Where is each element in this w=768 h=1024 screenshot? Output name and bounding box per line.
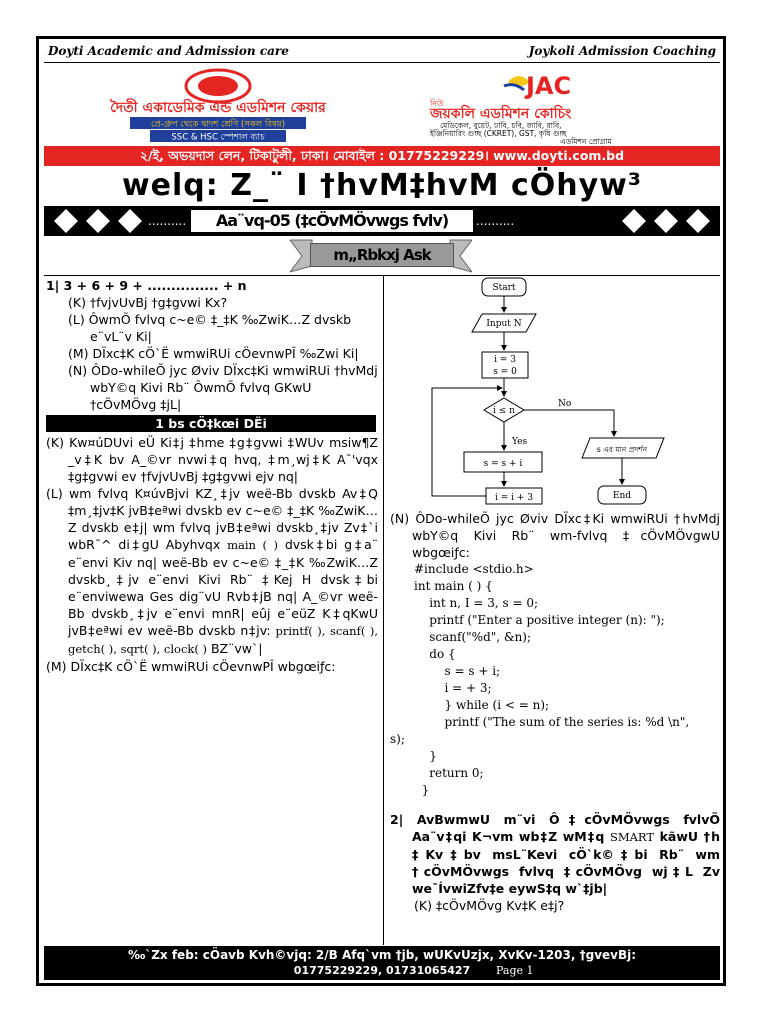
subject-title: welq: Z_¨ I †hvM‡hvM cÖhyw³ bbox=[44, 166, 720, 206]
question-2-text-a: 2| AvBwmwU m¨vi Ô‡cÖvMÖvwgs fvlvÕ Aa¨v‡qi K¬vm wb‡Z wM‡q bbox=[390, 812, 720, 844]
diamond-icon bbox=[86, 209, 110, 233]
code-line: scanf("%d", &n); bbox=[414, 630, 532, 644]
column-divider bbox=[383, 275, 384, 945]
diamond-icon bbox=[686, 209, 710, 233]
doyti-tag1: প্রে-গ্রুপ থেকে দ্বাদশ শ্রেণি (সকল বিষয়) bbox=[150, 119, 286, 130]
page-number: Page 1 bbox=[496, 964, 534, 977]
footer-contact bbox=[44, 964, 720, 978]
jac-logo bbox=[400, 68, 720, 144]
address-bar: ২/ই, অভয়দাস লেন, টিকাটুলী, ঢাকা। মোবাইল : 01775229229। www.doyti.com.bd bbox=[44, 146, 720, 166]
answer-1-header: 1 bs cÖ‡kœi DËi bbox=[46, 415, 376, 432]
jac-name: জয়কলি এডমিশন কোচিং bbox=[430, 106, 572, 122]
code-line: } while (i < = n); bbox=[414, 698, 550, 712]
flow-print-label: s এর মান প্রদর্শন bbox=[596, 445, 648, 454]
running-header bbox=[44, 40, 720, 62]
answer-1-l-text-c: BZ¨vw`| bbox=[210, 641, 263, 656]
code-line: return 0; bbox=[414, 766, 484, 780]
question-1-option-l: (L) ÔwmÕ fvlvq c~e© ‡_‡K ‰ZwiK…Z dvskb e¨vL¨v Ki| bbox=[68, 312, 352, 344]
doyti-tag2: SSC & HSC স্পেশাল ব্যাচ bbox=[171, 132, 265, 143]
section-banner: m„Rbkxj Ask bbox=[310, 243, 454, 267]
code-line: int n, I = 3, s = 0; bbox=[414, 596, 539, 610]
question-2-stem bbox=[390, 811, 720, 897]
flow-no-label: No bbox=[558, 399, 572, 409]
code-line: #include <stdio.h> bbox=[414, 562, 534, 576]
code-line: i = + 3; bbox=[414, 681, 492, 695]
diamond-icon bbox=[654, 209, 678, 233]
header-rule bbox=[44, 62, 720, 63]
code-line: printf ("The sum of the series is: %d \n", bbox=[414, 715, 690, 729]
jac-tag2: ইঞ্জিনিয়ারিং গুচ্ছ (CKRET), GST, কৃষি গুচ্ছ bbox=[430, 129, 567, 138]
jac-tag1: মেডিকেল, বুয়েট, ঢাবি, চবি, জাবি, রাবি, bbox=[440, 121, 562, 130]
flowchart bbox=[412, 276, 712, 506]
answer-1-l-funcs: printf( ), scanf( ), getch( ), sqrt( ), clock( ) bbox=[68, 624, 378, 656]
dot-leader: .......... bbox=[476, 214, 515, 228]
flow-condition-label: i ≤ n bbox=[493, 406, 515, 416]
flow-sum-label: s = s + i bbox=[483, 459, 523, 469]
flow-incr-label: i = i + 3 bbox=[494, 493, 534, 503]
code-line: s = s + i; bbox=[414, 664, 501, 678]
code-line: printf ("Enter a positive integer (n): "); bbox=[414, 613, 665, 627]
doyti-name: দৈতী একাডেমিক এন্ড এডমিশন কেয়ার bbox=[110, 100, 326, 116]
code-line: s); bbox=[390, 732, 405, 746]
flow-input-label: Input N bbox=[486, 319, 522, 329]
footer-phones: 01775229229, 01731065427 bbox=[293, 964, 471, 977]
answer-1-l-text-a: (L) wm fvlvq K¤úvBjvi KZ¸‡jv weë-Bb dvskb Av‡Q ‡m¸‡jv‡K jvB‡eªwi dvskb ev c~e© ‡_‡K ‰ZwiK…Z dvskb e‡j| wm fvlvq jvB‡eªwi dvskb¸‡jv Zv‡`i wbR¯^ di‡gU Abyhvqx bbox=[46, 486, 378, 552]
diamond-icon bbox=[622, 209, 646, 233]
code-line: } bbox=[414, 749, 437, 763]
answer-1-l-text-b: dvsk‡bi g‡a¨ e¨envi Kiv nq| weë-Bb ev c~e© ‡_‡K ‰ZwiK…Z dvskb¸‡jv e¨envi Kivi Rb¨ ‡Kej H dvsk‡bi e¨enviwewa Ges dig¨vU Rvb‡jB nq| A_©vr weë-Bb dvskb¸‡jv e¨envi mnR| eûj e¨eüZ K‡qKwU jvB‡eªwi ev weë-Bb dvskb n‡jv: bbox=[68, 537, 378, 638]
left-column bbox=[46, 277, 378, 675]
code-line: int main ( ) { bbox=[414, 579, 493, 593]
flow-init-2: s = 0 bbox=[493, 367, 517, 377]
answer-1-n: (N) ÔDo-whileÕ jyc Øviv DÏxc‡Ki wmwiRUi †hvMdj wbY©q Kivi Rb¨ wm-fvlvq ‡cÖvMÖvgwU wbgœiƒc: bbox=[390, 511, 720, 560]
question-1-option-m: (M) DÏxc‡K cÖ`Ë wmwiRUi cÖevnwPÎ ‰Zwi Ki| bbox=[68, 346, 359, 361]
code-block-tail bbox=[390, 748, 720, 799]
flow-init-1: i = 3 bbox=[494, 355, 516, 365]
code-block bbox=[390, 561, 720, 731]
answer-1-l-main: main ( ) bbox=[227, 538, 278, 552]
doyti-logo bbox=[60, 68, 380, 144]
code-line: do { bbox=[414, 647, 456, 661]
code-line: } bbox=[414, 783, 430, 797]
flow-yes-label: Yes bbox=[512, 437, 528, 447]
question-2-text-b: kãwU †h ‡Kv‡bv msL¨Kevi cÖ`k©‡bi Rb¨ wm †cÖvMÖvwgs fvlvq ‡cÖvMÖvg wj‡L Zv we¯ÍvwiZfv‡e eywS‡q w`‡jb| bbox=[412, 829, 720, 896]
jac-tag3: এডমিশন প্রোগ্রাম bbox=[560, 137, 612, 144]
footer bbox=[44, 946, 720, 980]
question-2-smart: SMART bbox=[609, 830, 655, 844]
answer-1-k: (K) Kw¤úDUvi eÜ Ki‡j ‡hme ‡g‡gvwi ‡WUv msiw¶Z _v‡K bv A_©vr nvwi‡q hvq, ‡m¸wj‡K A¯'vqx ‡g‡gvwi ev †fvjvUvBj ‡g‡gvwi ejv nq| bbox=[46, 435, 378, 484]
chapter-title: Aa¨vq-05 (‡cÖvMÖvwgs fvlv) bbox=[190, 209, 474, 233]
flow-start-label: Start bbox=[492, 283, 516, 293]
dot-leader: .......... bbox=[148, 214, 187, 228]
header-right-text: Joykoli Admission Coaching bbox=[528, 44, 716, 58]
question-1-stem: 1| 3 + 6 + 9 + ............... + n bbox=[46, 278, 247, 293]
jac-brand: JAC bbox=[526, 72, 572, 100]
doyti-emblem-core bbox=[198, 76, 238, 96]
jac-new: নিউ bbox=[430, 99, 444, 108]
right-column bbox=[390, 510, 720, 914]
header-left-text: Doyti Academic and Admission care bbox=[48, 44, 289, 58]
flow-end-label: End bbox=[612, 491, 632, 501]
diamond-icon bbox=[118, 209, 142, 233]
question-2-option-k: (K) ‡cÖvMÖvg Kv‡K e‡j? bbox=[414, 898, 565, 913]
answer-1-l bbox=[46, 485, 378, 658]
answer-1-m: (M) DÏxc‡K cÖ`Ë wmwiRUi cÖevnwPÎ wbgœiƒc: bbox=[46, 659, 336, 674]
question-1-option-n: (N) ÔDo-whileÕ jyc Øviv DÏxc‡Ki wmwiRUi †hvMdj wbY©q Kivi Rb¨ ÔwmÕ fvlvq GKwU †cÖvMÖvg ‡jL| bbox=[68, 363, 378, 412]
question-1-option-k: (K) †fvjvUvBj †g‡gvwi Kx? bbox=[68, 295, 228, 310]
diamond-icon bbox=[54, 209, 78, 233]
footer-address: ‰`Zx feb: cÖavb Kvh©vjq: 2/B Afq`vm †jb, wUKvUzjx, XvKv-1203, †gvevBj: bbox=[127, 948, 637, 962]
